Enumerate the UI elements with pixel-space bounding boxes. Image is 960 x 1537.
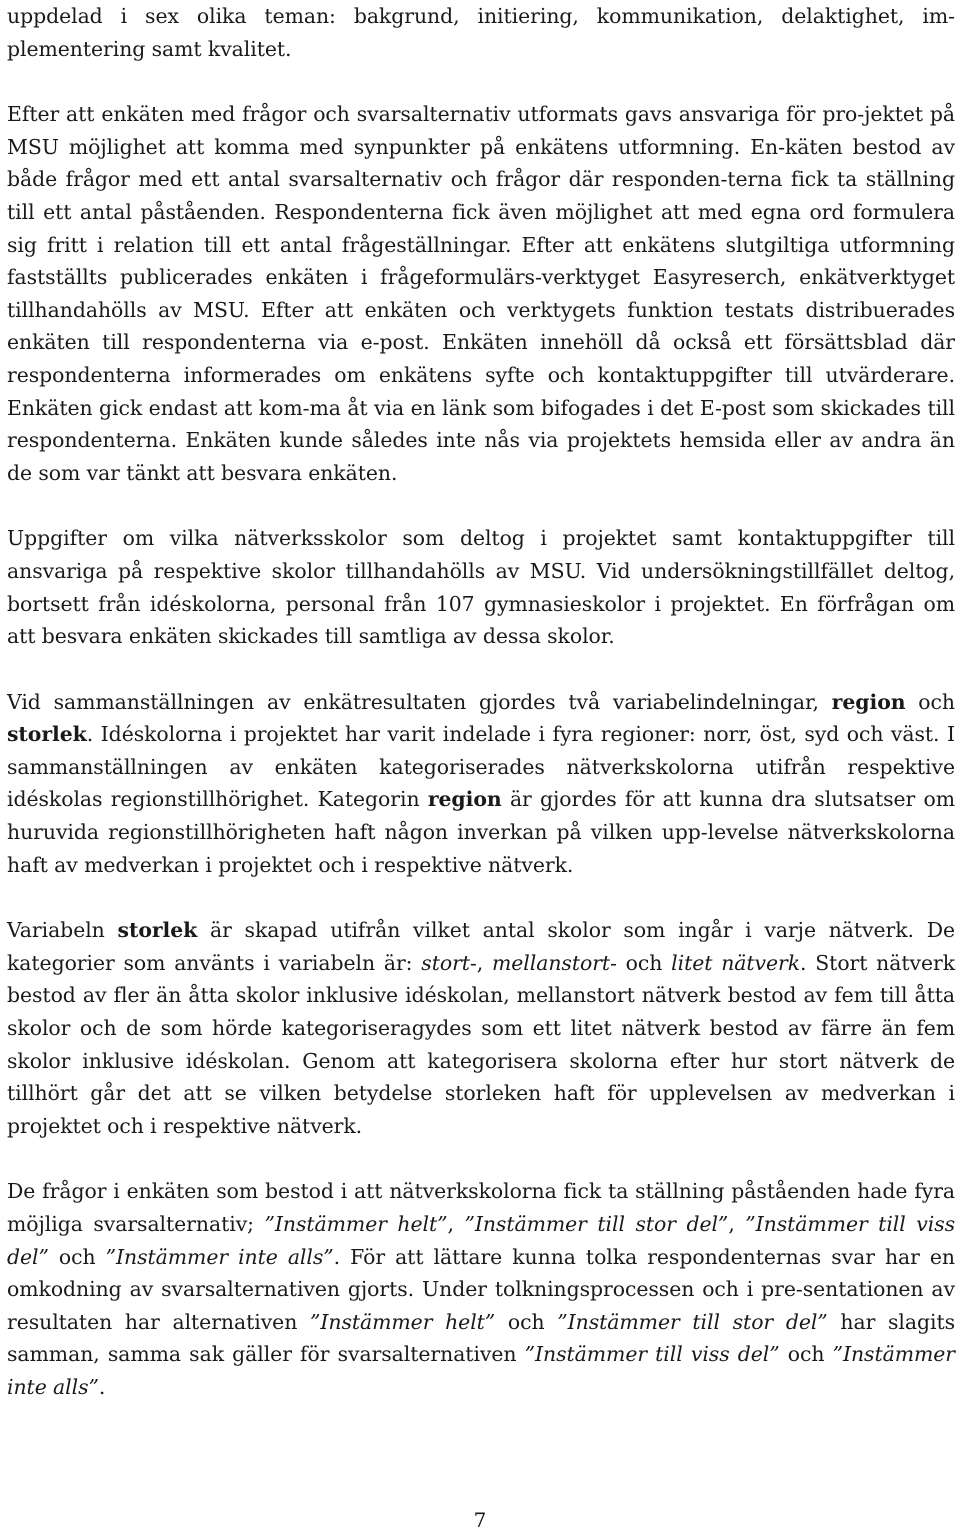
text-run: och [779, 1342, 833, 1367]
text-run: -, [469, 950, 492, 975]
text-run: och [48, 1244, 106, 1269]
italic-term: ”Instämmer till stor del” [464, 1212, 729, 1236]
text-run: är skapad utifrån vilket antal skolor som ingår i varje nätverk. De kategorier som använts i variabeln är: [7, 918, 956, 975]
page-number: 7 [473, 1508, 487, 1532]
text-run: . Stort nätverk bestod av fler än åtta skolor inklusive idéskolan, mellanstort nätverk bestod av fem till åtta skolor och de som hörde kategoriseragydes som ett litet nätverk bestod av färre än fem skolor inklusive idéskolan. Genom att kategorisera skolorna efter hur stort nätverk de tillhört går det att se vilken betydelse storleken haft för upplevelsen av medverkan i projektet och i respektive nätverk. [7, 950, 955, 1138]
paragraph [7, 98, 955, 489]
document-page [7, 0, 955, 1404]
text-run: . [98, 1374, 106, 1399]
paragraph [7, 914, 955, 1142]
bold-term: region [427, 787, 502, 812]
bold-term: storlek [117, 918, 198, 943]
italic-term: ”Instämmer inte alls” [105, 1244, 334, 1269]
bold-term: storlek [7, 722, 87, 747]
text-run: och [905, 689, 955, 714]
text-run: Vid sammanställningen av enkätresultaten gjordes två variabelindelningar, [7, 689, 832, 714]
text-run: Efter att enkäten med frågor och svarsalternativ utformats gavs ansvariga för pro-jektet på MSU möjlighet att komma med synpunkter på enkätens utformning. En-käten bestod av både frågor med ett antal svarsalternativ och frågor där responden-terna fick ta ställning till ett antal påståenden. Respondenterna fick även möjlighet att med egna ord formulera sig fritt i relation till ett antal frågeställningar. Efter att enkätens slutgiltiga utformning fastställts publicerades enkäten i frågeformulärs-verktyget Easyreserch, enkätverktyget tillhandahölls av MSU. Efter att enkäten och verktygets funktion testats distribuerades enkäten till respondenterna via e-post. Enkäten innehöll då också ett försättsblad där respondenterna informerades om enkätens syfte och kontaktuppgifter till utvärderare. Enkäten gick endast att kom-ma åt via en länk som bifogades i det E-post som skickades till respondenterna. Enkäten kunde således inte nås via projektets hemsida eller av andra än de som var tänkt att besvara enkäten. [7, 102, 955, 485]
text-run: , [728, 1212, 746, 1236]
text-run: och [495, 1309, 558, 1334]
italic-term: ”Instämmer till stor del” [557, 1309, 828, 1334]
text-run: Variabeln [7, 918, 118, 943]
italic-term: ”Instämmer inte alls” [7, 1342, 955, 1399]
paragraph [7, 522, 955, 652]
italic-term: ”Instämmer helt” [264, 1212, 448, 1236]
text-run: - och [610, 950, 672, 975]
bold-term: region [831, 689, 906, 714]
text-run: har slagits samman, samma sak gäller för svarsalternativen [7, 1309, 955, 1367]
italic-term: ”Instämmer till viss del” [7, 1212, 956, 1269]
paragraph [7, 0, 955, 65]
text-run: är gjordes för att kunna dra slutsatser om huruvida regionstillhörigheten haft någon inverkan på vilken upp-levelse nätverkskolorna haft av medverkan i projektet och i respektive nätverk. [7, 787, 955, 877]
italic-term: mellanstort [491, 950, 611, 975]
italic-term: ”Instämmer helt” [309, 1309, 496, 1334]
text-run: uppdelad i sex olika teman: bakgrund, initiering, kommunikation, delaktighet, im-plementering samt kvalitet. [7, 4, 955, 61]
text-run: Uppgifter om vilka nätverksskolor som deltog i projektet samt kontaktuppgifter till ansvariga på respektive skolor tillhandahölls av MSU. Vid undersökningstillfället deltog, bortsett från idéskolorna, personal från 107 gymnasieskolor i projektet. En förfrågan om att besvara enkäten skickades till samtliga av dessa skolor. [7, 526, 955, 649]
text-run: De frågor i enkäten som bestod i att nätverkskolorna fick ta ställning påståenden hade fyra möjliga svarsalternativ; [7, 1179, 955, 1236]
italic-term: litet nätverk [671, 950, 801, 975]
text-run: . För att lättare kunna tolka respondenternas svar har en omkodning av svarsalternativen gjorts. Under tolkningsprocessen och i pre-sentationen av resultaten har alternativen [7, 1244, 955, 1334]
italic-term: ”Instämmer till viss del” [524, 1342, 780, 1367]
text-run: , [447, 1212, 465, 1236]
text-run: . Idéskolorna i projektet har varit indelade i fyra regioner: norr, öst, syd och väst. I sammanställningen av enkäten kategoriserades nätverkskolorna utifrån respektive idéskolas regionstillhörighet. Kategorin [7, 722, 955, 812]
italic-term: stort [421, 950, 470, 975]
paragraph [7, 686, 955, 882]
paragraph [7, 1175, 955, 1403]
